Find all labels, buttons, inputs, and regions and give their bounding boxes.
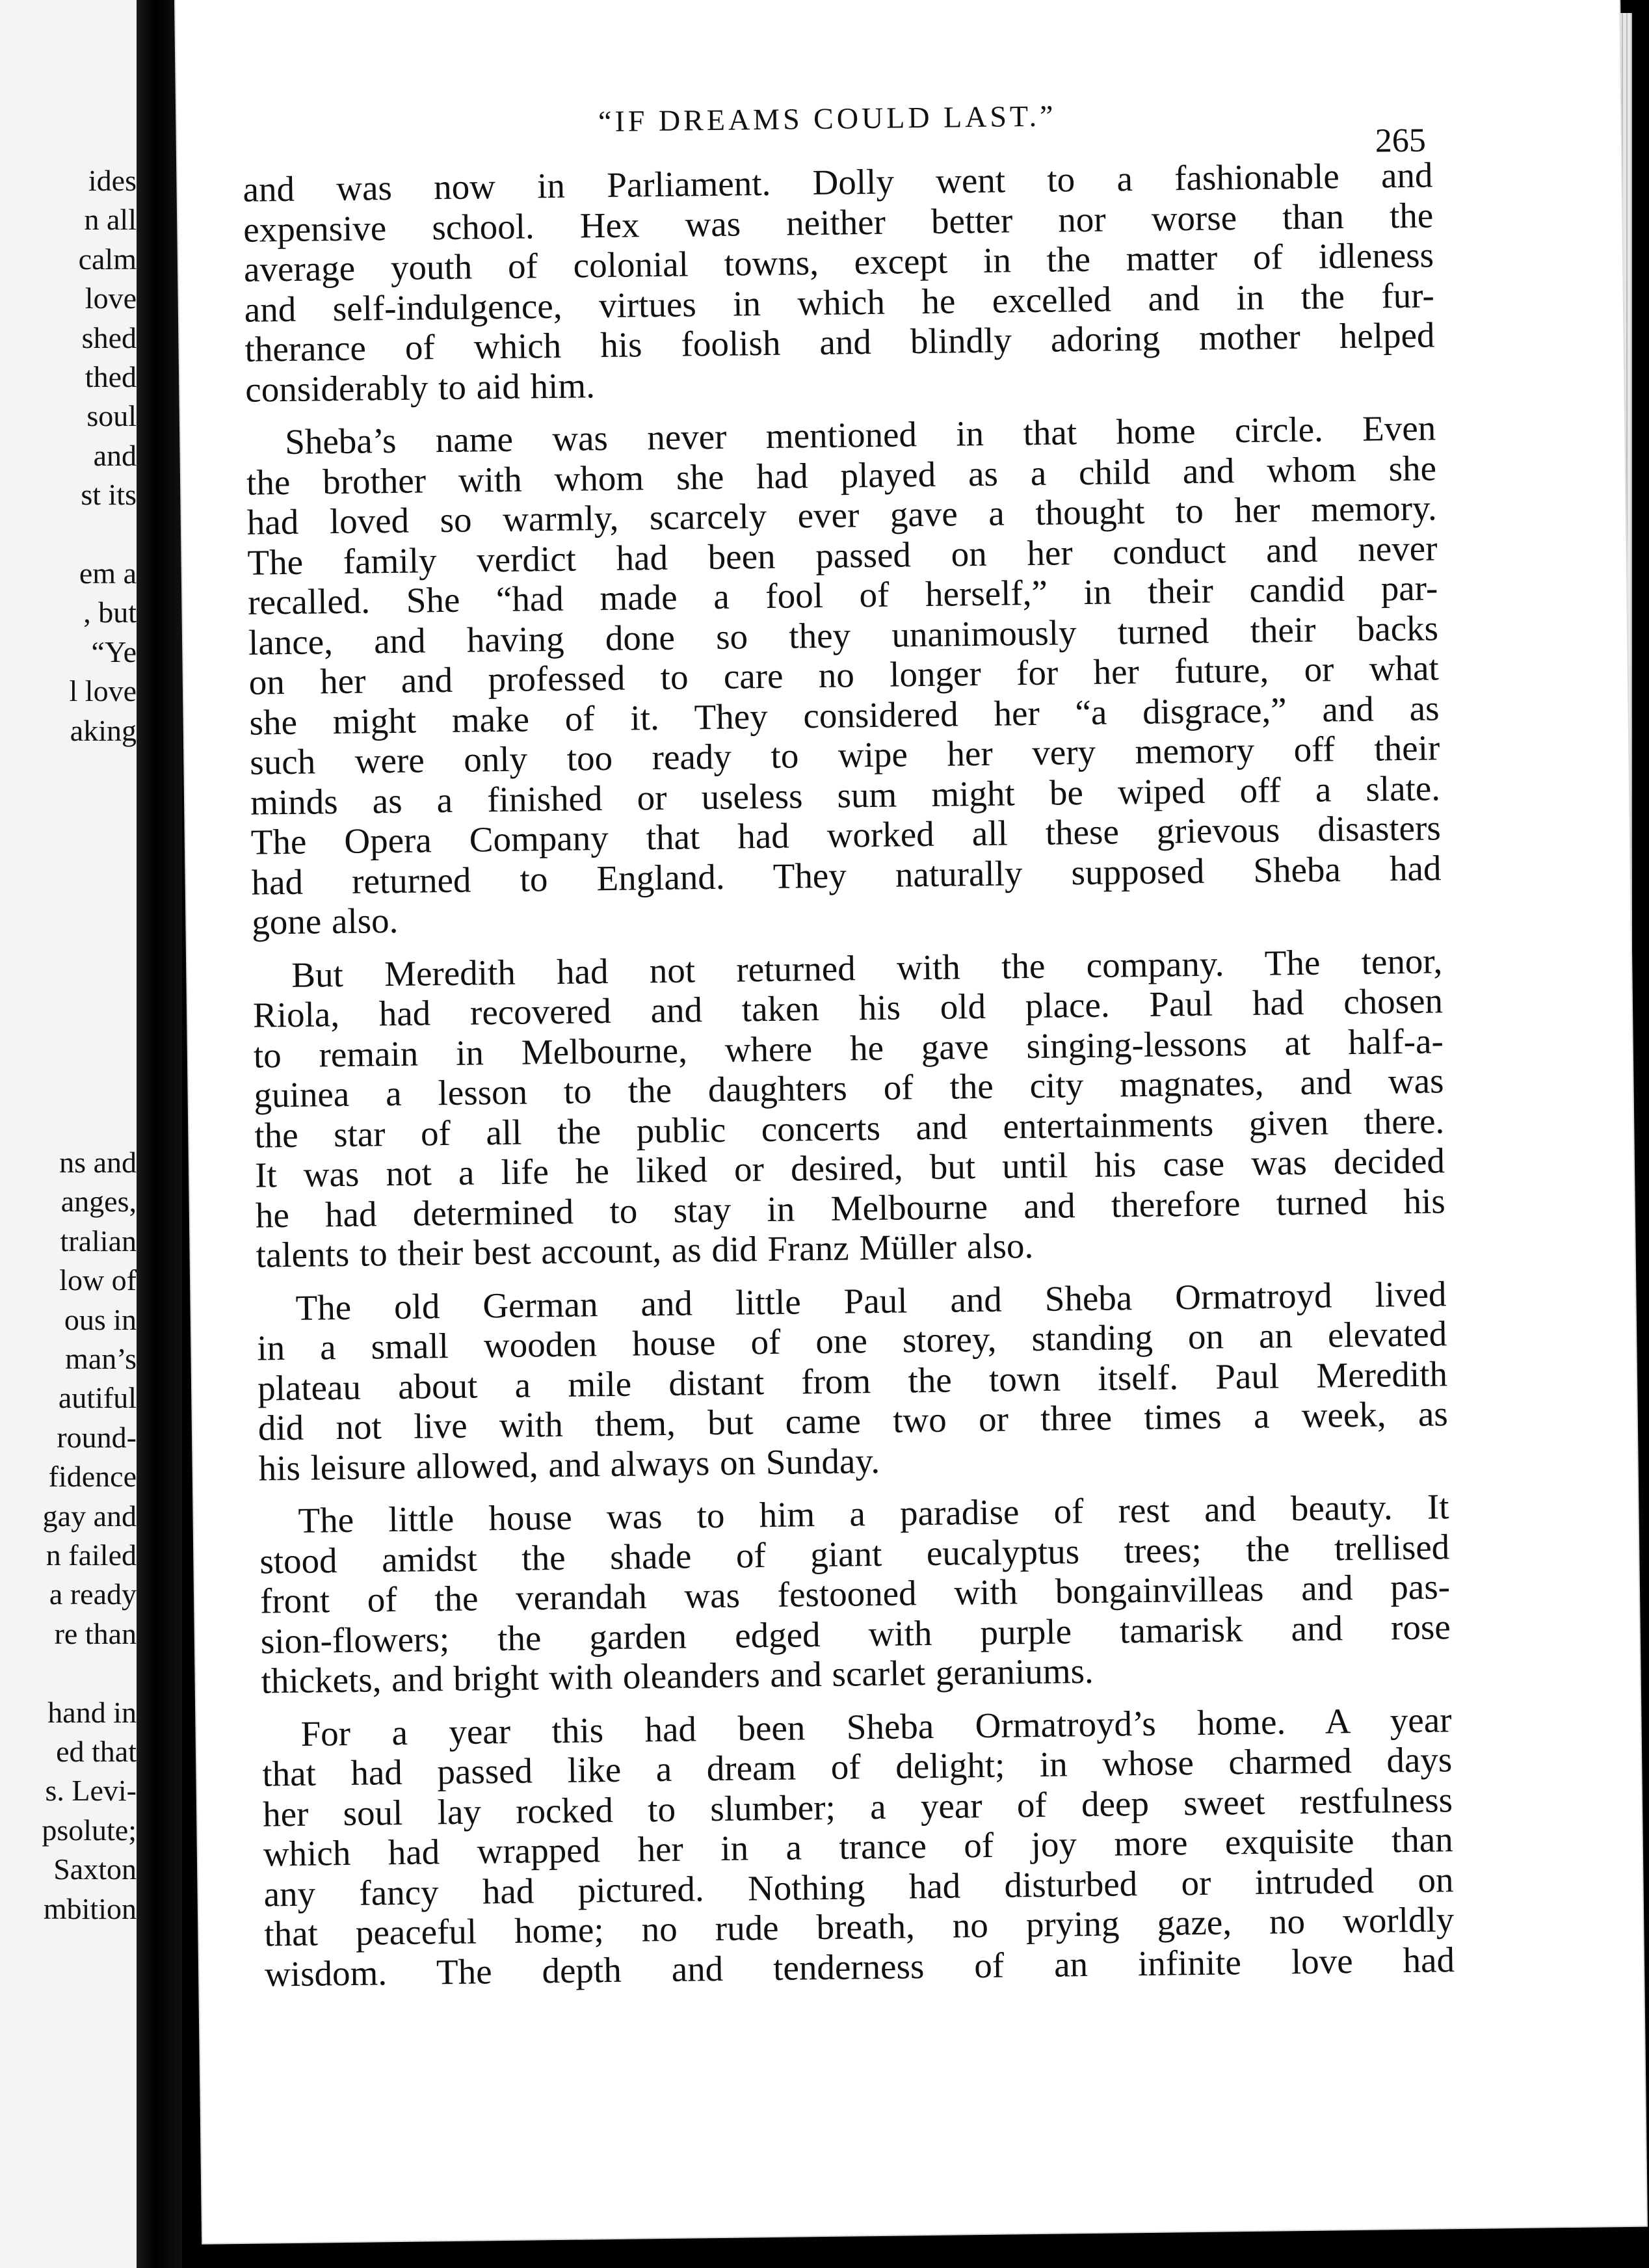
paragraph <box>256 1274 1449 1488</box>
text-line: average youth of colonial towns, except in the matter of idleness <box>243 235 1434 289</box>
facing-page-fragment: gay and <box>42 1499 137 1533</box>
facing-page-fragment: autiful <box>58 1381 137 1415</box>
facing-page-fragment: s. Levi- <box>45 1774 137 1808</box>
facing-page-fragment: Saxton <box>53 1853 137 1886</box>
facing-page-fragment: shed <box>81 321 137 354</box>
text-line: to remain in Melbourne, where he gave singing-lessons at half-a- <box>253 1020 1444 1075</box>
book-spine <box>137 0 182 2268</box>
text-line: and self-indulgence, virtues in which he excelled and in the fur- <box>244 274 1435 330</box>
paragraph <box>246 408 1442 942</box>
text-line: he had determined to stay in Melbourne and therefore turned his <box>255 1180 1446 1235</box>
text-line: thickets, and bright with oleanders and scarlet geraniums. <box>261 1650 1094 1701</box>
text-line: talents to their best account, as did Franz Müller also. <box>256 1226 1034 1275</box>
text-line: she might make of it. They considered her “a disgrace,” and as <box>249 687 1440 743</box>
facing-page-fragment: psolute; <box>42 1813 137 1847</box>
text-line: her soul lay rocked to slumber; a year of deep sweet restfulness <box>262 1779 1453 1834</box>
text-line: and was now in Parliament. Dolly went to a fashionable and <box>243 155 1433 209</box>
facing-page-fragment: mbition <box>43 1892 137 1925</box>
text-line: For a year this had been Sheba Ormatroyd’s home. A year <box>300 1699 1452 1754</box>
text-line: the star of all the public concerts and entertainments given there. <box>254 1100 1445 1155</box>
text-line: wisdom. The depth and tenderness of an infinite love had <box>264 1939 1455 1994</box>
paragraph <box>261 1700 1455 1994</box>
text-line: The little house was to him a paradise of rest and beauty. It <box>298 1486 1449 1540</box>
paragraph <box>243 155 1435 409</box>
facing-page-fragment: fidence <box>48 1460 137 1494</box>
text-line: gone also. <box>251 900 399 942</box>
facing-page-fragment: hand in <box>47 1695 137 1729</box>
text-line: any fancy had pictured. Nothing had disturbed or intruded on <box>263 1859 1454 1914</box>
text-line: minds as a finished or useless sum might be wiped off a slate. <box>250 767 1441 823</box>
text-line: The old German and little Paul and Sheba Ormatroyd lived <box>295 1273 1447 1328</box>
facing-page-fragment: ed that <box>56 1735 137 1768</box>
text-line: that peaceful home; no rude breath, no prying gaze, no worldly <box>263 1899 1455 1954</box>
facing-page-fragment: st its <box>81 478 137 512</box>
text-line: The Opera Company that had worked all these grievous disasters <box>250 808 1442 862</box>
facing-page <box>0 0 137 2268</box>
text-line: It was not a life he liked or desired, but until his case was decided <box>254 1141 1445 1195</box>
facing-page-fragment: round- <box>57 1420 137 1454</box>
text-line: did not live with them, but came two or three times a week, as <box>257 1393 1449 1448</box>
facing-page-fragment: “Ye <box>91 635 137 668</box>
text-line: had returned to England. They naturally supposed Sheba had <box>251 847 1442 903</box>
facing-page-fragment: , but <box>83 596 137 629</box>
text-line: lance, and having done so they unanimously turned their backs <box>248 607 1439 663</box>
facing-page-fragment: love <box>85 282 137 315</box>
text-line: recalled. She “had made a fool of herself,” in their candid par- <box>247 568 1438 622</box>
facing-page-fragment: re than <box>54 1616 137 1650</box>
body-text <box>243 155 1455 1994</box>
paragraph <box>259 1486 1451 1701</box>
facing-page-fragment: aking <box>70 713 137 747</box>
text-line: The family verdict had been passed on her conduct and never <box>247 527 1438 583</box>
text-line: Sheba’s name was never mentioned in that home circle. Even <box>284 408 1436 462</box>
facing-page-fragment: anges, <box>60 1185 137 1219</box>
facing-page-fragment: low of <box>59 1263 137 1297</box>
facing-page-fragment: and <box>93 438 137 472</box>
book-page <box>176 0 1646 2243</box>
facing-page-fragment: ns and <box>59 1146 137 1179</box>
facing-page-fragment: ous in <box>64 1302 137 1336</box>
text-line: on her and professed to care no longer for her future, or what <box>248 648 1440 702</box>
paragraph <box>252 941 1446 1275</box>
text-line: in a small wooden house of one storey, standing on an elevated <box>256 1313 1447 1368</box>
text-line: guinea a lesson to the daughters of the city magnates, and was <box>254 1061 1444 1115</box>
text-line: that had passed like a dream of delight; in whose charmed days <box>261 1739 1453 1794</box>
facing-page-fragment: ides <box>88 164 137 197</box>
facing-page-fragment: n failed <box>46 1538 137 1572</box>
facing-page-fragment: tralian <box>60 1224 137 1258</box>
page-number: 265 <box>1375 122 1427 160</box>
text-line: such were only too ready to wipe her very memory off their <box>249 728 1440 782</box>
text-line: expensive school. Hex was neither better nor worse than the <box>243 194 1434 250</box>
facing-page-fragment: a ready <box>49 1577 137 1611</box>
facing-page-fragment: man’s <box>65 1342 137 1375</box>
facing-page-fragment: n all <box>84 203 137 237</box>
text-line: Riola, had recovered and taken his old place. Paul had chosen <box>252 981 1444 1035</box>
facing-page-fragment: thed <box>85 360 137 393</box>
facing-page-fragment: l love <box>69 674 137 708</box>
facing-page-fragment: calm <box>78 242 137 276</box>
facing-page-fragment: soul <box>86 399 137 433</box>
text-line: sion-flowers; the garden edged with purple tamarisk and rose <box>260 1606 1451 1661</box>
text-line: his leisure allowed, and always on Sunday. <box>258 1440 880 1488</box>
text-line: But Meredith had not returned with the company. The tenor, <box>291 940 1443 995</box>
running-head: “IF DREAMS COULD LAST.” <box>598 99 1057 138</box>
text-line: front of the verandah was festooned with bongainvilleas and pas- <box>259 1566 1451 1621</box>
text-line: had loved so warmly, scarcely ever gave a thought to her memory. <box>246 488 1438 542</box>
text-line: considerably to aid him. <box>244 365 596 410</box>
text-line: stood amidst the shade of giant eucalyptus trees; the trellised <box>259 1526 1450 1581</box>
facing-page-fragment: em a <box>79 557 137 590</box>
text-line: which had wrapped her in a trance of joy more exquisite than <box>263 1819 1454 1874</box>
text-line: the brother with whom she had played as a child and whom she <box>246 447 1437 503</box>
text-line: therance of which his foolish and blindly adoring mother helped <box>244 315 1435 369</box>
text-line: plateau about a mile distant from the town itself. Paul Meredith <box>257 1353 1448 1408</box>
